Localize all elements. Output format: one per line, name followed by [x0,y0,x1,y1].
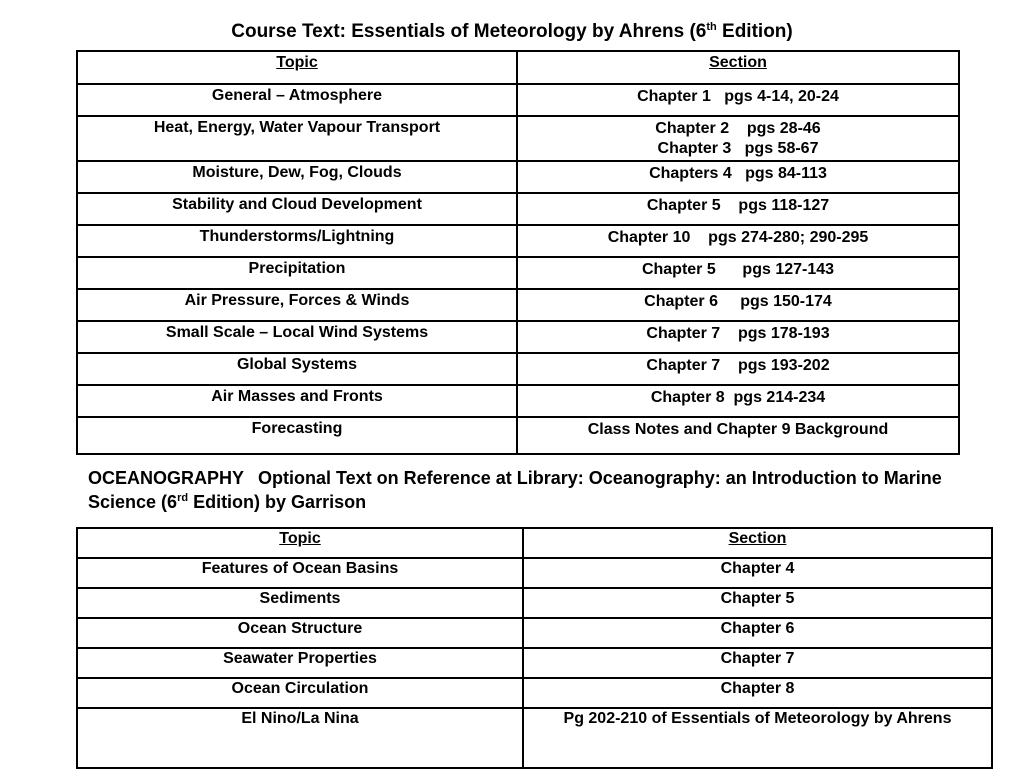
section-line: Chapters 4 pgs 84-113 [649,165,827,182]
section-line: Chapter 3 pgs 58-67 [657,140,819,157]
topic-cell: Small Scale – Local Wind Systems [77,321,517,353]
topic-header: Topic [77,51,517,84]
topic-cell: General – Atmosphere [77,84,517,116]
section-line: Chapter 6 pgs 150-174 [644,293,832,310]
section-cell [517,257,959,289]
topic-cell: Seawater Properties [77,648,523,678]
table-row [77,193,959,225]
section-line: Chapter 1 pgs 4-14, 20-24 [637,88,839,105]
section-cell [517,353,959,385]
section-cell [517,193,959,225]
table-row [77,678,992,708]
section-cell: Chapter 6 [523,618,992,648]
section-line: Chapter 7 pgs 178-193 [646,325,830,342]
section-cell: Chapter 5 [523,588,992,618]
oceanography-text-suffix: Edition) by Garrison [188,492,367,512]
topic-cell: Thunderstorms/Lightning [77,225,517,257]
oceanography-superscript: rd [177,492,189,504]
section-cell [517,385,959,417]
section-line: Chapter 8 pgs 214-234 [650,389,826,406]
table-row [77,385,959,417]
course-title-superscript: th [706,21,717,33]
table-row [77,321,959,353]
section-cell [517,161,959,193]
topic-cell: Heat, Energy, Water Vapour Transport [77,116,517,161]
section-header: Section [523,528,992,558]
section-cell: Pg 202-210 of Essentials of Meteorology by Ahrens [523,708,992,768]
section-cell [517,321,959,353]
table-row [77,116,959,161]
table-row [77,84,959,116]
table-row [77,648,992,678]
topic-cell: El Nino/La Nina [77,708,523,768]
table-row [77,588,992,618]
topic-cell: Features of Ocean Basins [77,558,523,588]
oceanography-label: OCEANOGRAPHY [88,468,245,488]
section-cell: Chapter 8 [523,678,992,708]
topic-header: Topic [77,528,523,558]
topic-cell: Ocean Circulation [77,678,523,708]
topic-cell: Sediments [77,588,523,618]
meteorology-topics-table [76,50,960,455]
course-title-prefix: Course Text: Essentials of Meteorology by Ahrens (6 [231,21,707,42]
course-text-title [0,20,1024,44]
section-line: Chapter 10 pgs 274-280; 290-295 [607,229,869,246]
oceanography-topics-table [76,527,993,769]
topic-cell: Ocean Structure [77,618,523,648]
table-row [77,353,959,385]
topic-cell: Moisture, Dew, Fog, Clouds [77,161,517,193]
section-header: Section [517,51,959,84]
oceanography-text-prefix: Optional Text on Reference at Library: Oceanography: an Introduction to Marine Science (6 [88,468,942,512]
section-cell [517,289,959,321]
section-cell [517,84,959,116]
table-row [77,618,992,648]
table-row [77,257,959,289]
table-row [77,161,959,193]
table-header-row [77,51,959,84]
table-row [77,558,992,588]
table-row [77,225,959,257]
section-line: Chapter 5 pgs 127-143 [641,261,835,278]
section-line: Chapter 2 pgs 28-46 [655,120,821,137]
section-cell [517,116,959,161]
topic-cell: Air Pressure, Forces & Winds [77,289,517,321]
table-header-row [77,528,992,558]
section-cell [517,225,959,257]
topic-cell: Stability and Cloud Development [77,193,517,225]
table-row [77,417,959,454]
section-line: Chapter 5 pgs 118-127 [646,197,830,214]
section-cell: Chapter 4 [523,558,992,588]
section-cell [517,417,959,454]
table-row [77,289,959,321]
course-title-suffix: Edition) [716,21,793,42]
oceanography-heading [88,466,988,514]
topic-cell: Global Systems [77,353,517,385]
section-cell: Chapter 7 [523,648,992,678]
topic-cell: Air Masses and Fronts [77,385,517,417]
topic-cell: Precipitation [77,257,517,289]
table-row [77,708,992,768]
section-line: Chapter 7 pgs 193-202 [646,357,830,374]
section-line: Class Notes and Chapter 9 Background [587,421,889,438]
topic-cell: Forecasting [77,417,517,454]
